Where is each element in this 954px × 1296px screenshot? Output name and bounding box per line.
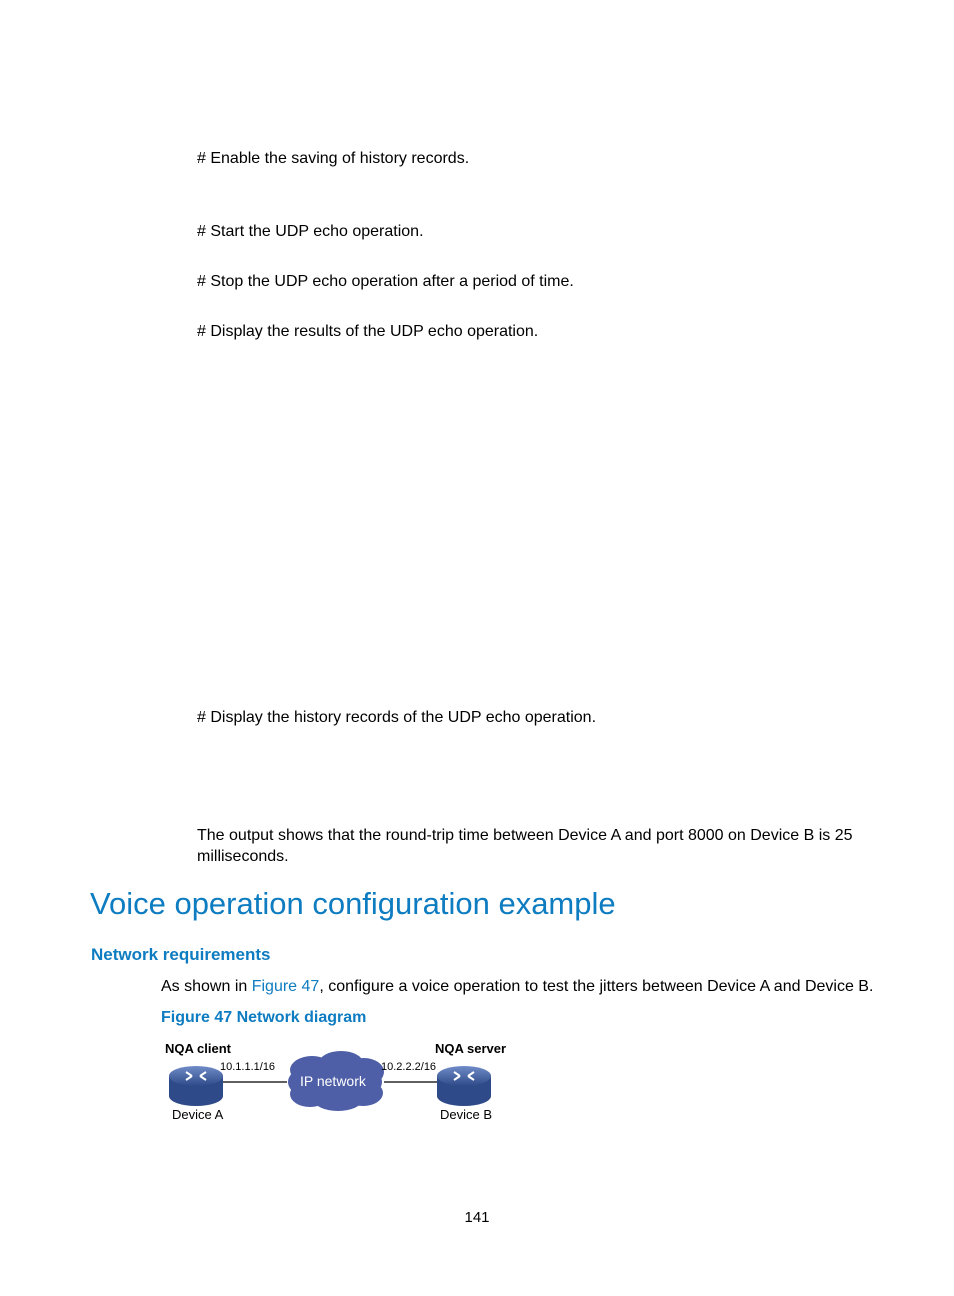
router-icon-device-b — [437, 1066, 491, 1106]
client-role-label: NQA client — [165, 1041, 231, 1056]
step-stop: # Stop the UDP echo operation after a period of time. — [197, 273, 574, 290]
summary-line-2: milliseconds. — [197, 848, 289, 865]
step-display-results: # Display the results of the UDP echo operation. — [197, 323, 539, 340]
cloud-label: IP network — [300, 1073, 366, 1089]
step-enable-history: # Enable the saving of history records. — [197, 150, 470, 167]
router-icon-device-a — [169, 1066, 223, 1106]
server-ip-label: 10.2.2.2/16 — [381, 1061, 437, 1073]
step-display-history: # Display the history records of the UDP echo operation. — [197, 709, 597, 726]
step-start: # Start the UDP echo operation. — [197, 223, 424, 240]
device-a-label: Device A — [172, 1107, 224, 1122]
section-subtitle: Network requirements — [91, 945, 271, 964]
figure-link[interactable]: Figure 47 — [251, 978, 320, 995]
figure-caption: Figure 47 Network diagram — [161, 1009, 367, 1026]
section-title: Voice operation configuration example — [90, 886, 616, 921]
server-role-label: NQA server — [435, 1041, 507, 1056]
intro-text-before: As shown in — [161, 978, 252, 995]
client-ip-label: 10.1.1.1/16 — [220, 1061, 276, 1073]
intro-paragraph — [161, 976, 873, 997]
network-diagram — [150, 1036, 530, 1136]
device-b-label: Device B — [440, 1107, 493, 1122]
summary-line-1: The output shows that the round-trip time between Device A and port 8000 on Device B is 25 — [197, 827, 853, 844]
intro-text-after: , configure a voice operation to test the jitters between Device A and Device B. — [319, 978, 874, 995]
page-number: 141 — [464, 1209, 490, 1226]
